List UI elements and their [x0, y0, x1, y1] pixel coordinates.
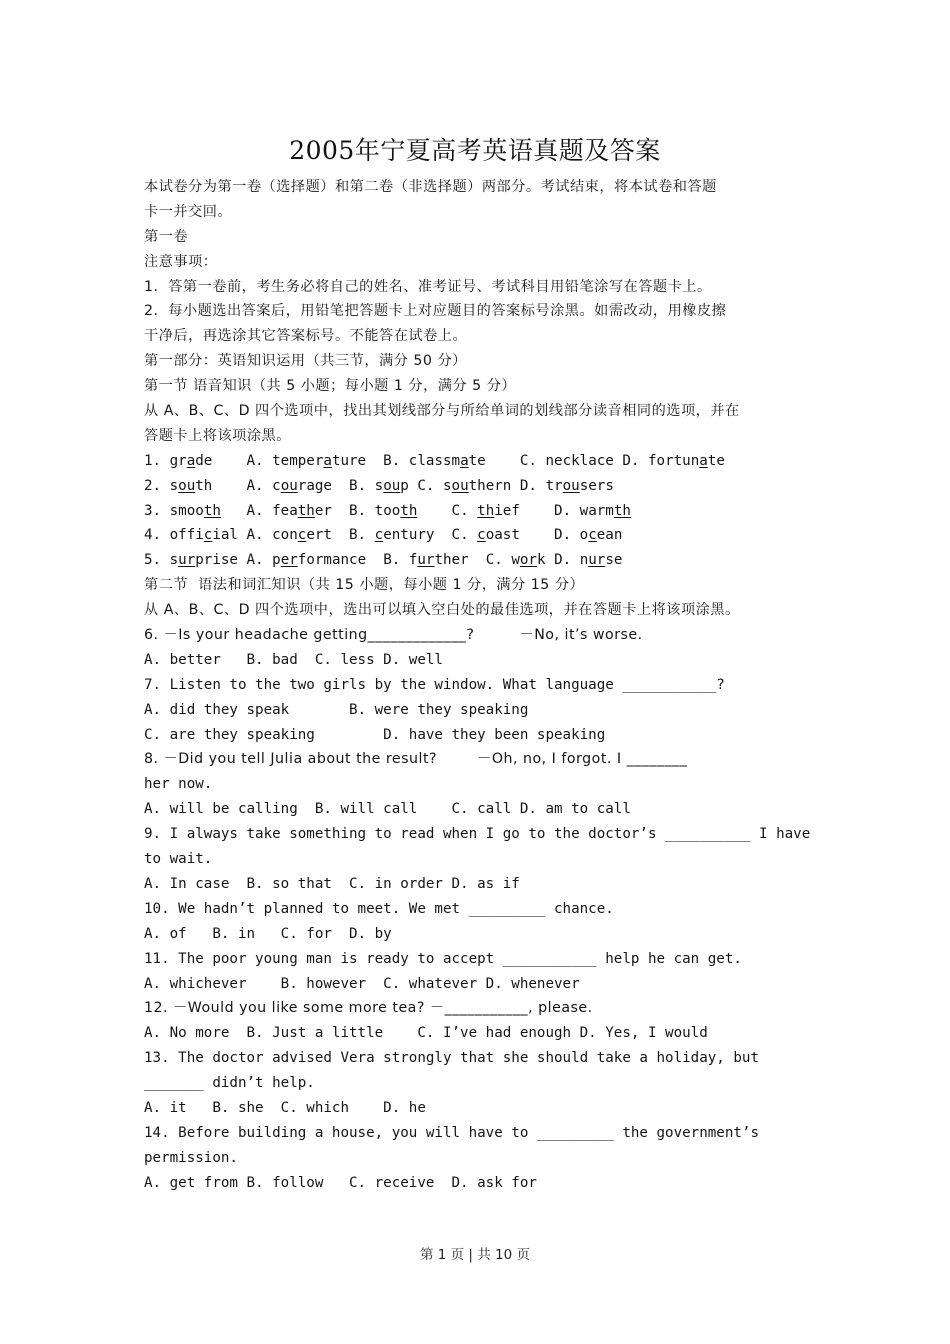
text-line: 答题卡上将该项涂黑。 [144, 427, 291, 444]
text-line: 6. －Is your headache getting_____________? －No, it’s worse. [144, 627, 643, 644]
text-line: _______ didn’t help. [144, 1075, 315, 1092]
text-line: A. of B. in C. for D. by [144, 925, 392, 942]
text-line: 10. We hadn’t planned to meet. We met _________ chance. [144, 900, 614, 917]
text-line: her now. [144, 776, 213, 793]
text-line: 11. The poor young man is ready to accept ___________ help he can get. [144, 950, 742, 967]
text-line: 第一部分：英语知识运用（共三节，满分 50 分） [144, 353, 467, 370]
text-line: 5. surprise A. performance B. further C. work D. nurse [144, 552, 623, 569]
text-line: A. did they speak B. were they speaking [144, 701, 529, 718]
text-line: 2. south A. courage B. soup C. southern D. trousers [144, 477, 614, 494]
text-line: A. In case B. so that C. in order D. as if [144, 875, 520, 892]
text-line: 4. official A. concert B. century C. coast D. ocean [144, 527, 623, 544]
text-line: 2．每小题选出答案后，用铅笔把答题卡上对应题目的答案标号涂黑。如需改动，用橡皮擦 [144, 303, 727, 320]
text-line: A. whichever B. however C. whatever D. whenever [144, 975, 580, 992]
text-line: 1．答第一卷前，考生务必将自己的姓名、准考证号、考试科目用铅笔涂写在答题卡上。 [144, 278, 712, 295]
text-line: 14. Before building a house, you will have to _________ the government’s [144, 1124, 759, 1141]
text-line: 12. －Would you like some more tea? －___________, please. [144, 1000, 593, 1017]
text-line: A. No more B. Just a little C. I’ve had enough D. Yes, I would [144, 1025, 708, 1042]
text-line: permission. [144, 1149, 238, 1166]
text-line: A. better B. bad C. less D. well [144, 651, 443, 668]
text-line: 干净后，再选涂其它答案标号。不能答在试卷上。 [144, 328, 468, 345]
text-line: A. it B. she C. which D. he [144, 1099, 426, 1116]
text-line: 3. smooth A. feather B. tooth C. thief D. warmth [144, 502, 631, 519]
text-line: A. get from B. follow C. receive D. ask for [144, 1174, 537, 1191]
text-line: 从 A、B、C、D 四个选项中，选出可以填入空白处的最佳选项，并在答题卡上将该项涂黑。 [144, 602, 740, 619]
text-line: A. will be calling B. will call C. call D. am to call [144, 801, 631, 818]
document-body [144, 175, 814, 1196]
text-line: 8. －Did you tell Julia about the result? －Oh, no, I forgot. I ________ [144, 751, 688, 768]
text-line: 第一节 语音知识（共 5 小题；每小题 1 分，满分 5 分） [144, 378, 517, 395]
text-line: 第一卷 [144, 228, 189, 245]
text-line: 9. I always take something to read when I go to the doctor’s __________ I have [144, 826, 811, 843]
text-line: 卡一并交回。 [144, 203, 233, 220]
page-footer: 第 1 页 | 共 10 页 [419, 1247, 531, 1263]
text-line: 本试卷分为第一卷（选择题）和第二卷（非选择题）两部分。考试结束，将本试卷和答题 [144, 179, 717, 195]
text-line: 1. grade A. temperature B. classmate C. necklace D. fortunate [144, 452, 725, 469]
text-line: 13. The doctor advised Vera strongly that she should take a holiday, but [144, 1050, 759, 1067]
text-line: 7. Listen to the two girls by the window. What language ___________? [144, 676, 725, 693]
text-line: 第二节 语法和词汇知识（共 15 小题，每小题 1 分，满分 15 分） [144, 577, 585, 594]
text-line: C. are they speaking D. have they been speaking [144, 726, 606, 743]
text-line: 从 A、B、C、D 四个选项中，找出其划线部分与所给单词的划线部分读音相同的选项，并在 [144, 403, 740, 420]
text-line: to wait. [144, 851, 213, 868]
text-line: 注意事项： [144, 253, 218, 270]
page-title: 2005年宁夏高考英语真题及答案 [289, 136, 661, 165]
